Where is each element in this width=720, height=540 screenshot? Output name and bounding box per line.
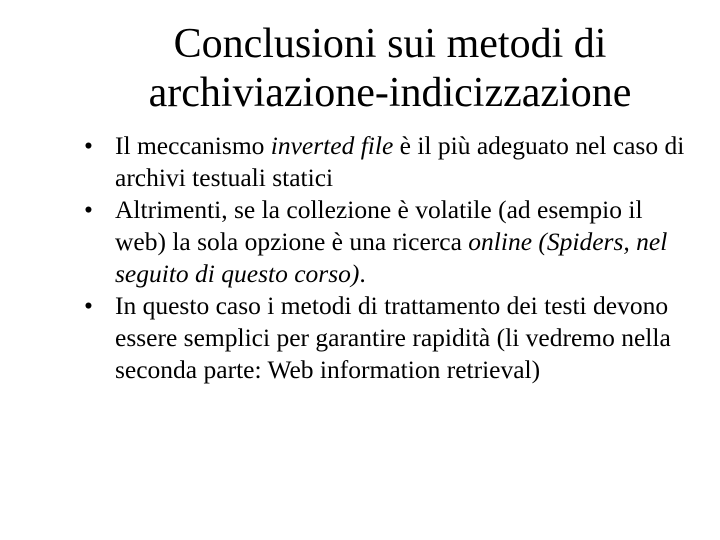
bullet-icon: • xyxy=(84,195,93,224)
bullet-icon: • xyxy=(84,291,93,320)
bullet-icon: • xyxy=(84,131,93,160)
bullet-list xyxy=(82,130,692,386)
bullet-2-text-end: . xyxy=(359,259,366,288)
bullet-item-volatile-collection xyxy=(82,194,692,290)
bullet-item-text-processing xyxy=(82,290,692,386)
bullet-1-text-end: è il più adeguato nel caso di archivi testuali statici xyxy=(115,131,685,192)
bullet-1-text-start: Il meccanismo xyxy=(115,131,271,160)
bullet-1-italic-term: inverted file xyxy=(270,131,394,160)
bullet-text-3: In questo caso i metodi di trattamento dei testi devono essere semplici per garantire rapidità (li vedremo nella seconda parte: Web information retrieval) xyxy=(115,291,671,384)
bullet-text-2 xyxy=(115,195,667,288)
bullet-text-1 xyxy=(115,131,684,192)
bullet-2-text-start: Altrimenti, se la collezione è volatile (ad esempio il web) la sola opzione è una ricerca xyxy=(115,195,643,256)
slide-title xyxy=(90,20,690,118)
bullet-2-italic-term: online (Spiders, nel seguito di questo corso) xyxy=(115,227,668,288)
bullet-item-inverted-file xyxy=(82,130,692,194)
title-line-2: archiviazione-indicizzazione xyxy=(148,70,632,116)
title-line-1: Conclusioni sui metodi di xyxy=(173,21,607,67)
